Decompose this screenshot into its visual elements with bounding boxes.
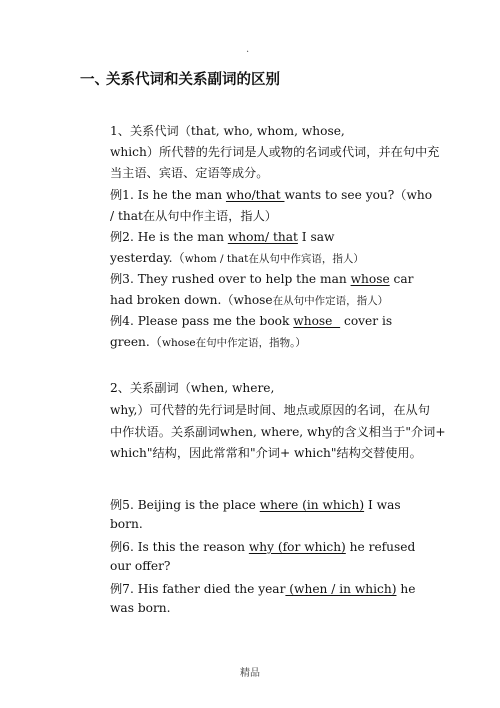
example-7-line-1: [110, 580, 415, 597]
header-dot: .: [246, 44, 250, 55]
ex4-l2b: whose在句中作定语，指物。）: [161, 337, 306, 349]
ex6-text-a: 例6. Is this the reason: [110, 540, 249, 554]
ex3-text-b: car: [389, 272, 414, 286]
ex5-underlined: where (in which): [259, 498, 365, 512]
example-4-line-2: [110, 333, 306, 350]
ex3-l2b: 在从句中作定语，指人）: [272, 295, 389, 307]
example-1-line-1: [110, 186, 432, 203]
example-5-line-2: born.: [110, 517, 143, 531]
ex5-text-b: I was: [364, 498, 401, 512]
ex1-underlined: who/that: [225, 188, 285, 202]
s1-line-1: 1、关系代词（that, who, whom, whose,: [110, 124, 345, 138]
example-1-line-2: / that在从句中作主语，指人）: [110, 209, 277, 223]
ex2-l2a: yesterday.（: [110, 251, 185, 265]
example-6-line-2: our offer?: [110, 559, 171, 573]
heading-text: 关系代词和关系副词的区别: [106, 72, 280, 88]
ex4-underlined: whose: [293, 314, 341, 328]
ex4-text-a: 例4. Please pass me the book: [110, 314, 294, 328]
example-6-line-1: [110, 538, 415, 555]
ex3-text-a: 例3. They rushed over to help the man: [110, 272, 351, 286]
ex1-text-a: 例1. Is he the man: [110, 188, 226, 202]
ex7-text-a: 例7. His father died the year: [110, 582, 286, 596]
ex2-l2b: whom / that在从句中作宾语，指人）: [184, 253, 364, 265]
ex6-underlined: why (for which): [248, 540, 346, 554]
s1-line-3: 当主语、宾语、定语等成分。: [110, 166, 269, 180]
example-3-line-2: [110, 291, 388, 308]
ex7-text-b: he: [396, 582, 416, 596]
ex2-underlined: whom/ that: [227, 230, 298, 244]
ex5-text-a: 例5. Beijing is the place: [110, 498, 260, 512]
s2-line-4: which"结构，因此常常和"介词+ which"结构交替使用。: [110, 446, 422, 460]
example-4-line-1: [110, 312, 392, 329]
example-2-line-2: [110, 249, 364, 266]
heading-number: 一、: [80, 72, 109, 88]
ex3-underlined: whose: [350, 272, 390, 286]
ex2-text-a: 例2. He is the man: [110, 230, 228, 244]
ex3-l2a: had broken down.（whose: [110, 293, 273, 307]
ex6-text-b: he refused: [345, 540, 416, 554]
s2-line-1: 2、关系副词（when, where,: [110, 381, 275, 395]
ex7-underlined: (when / in which): [285, 582, 397, 596]
ex1-text-b: wants to see you?（who: [284, 188, 433, 202]
section-heading: [80, 68, 280, 89]
example-7-line-2: was born.: [110, 601, 171, 615]
ex4-text-b: cover is: [340, 314, 393, 328]
ex4-l2a: green.（: [110, 335, 162, 349]
ex2-text-b: I saw: [297, 230, 335, 244]
s2-line-3: 中作状语。关系副词when, where, why的含义相当于"介词+: [110, 425, 446, 439]
example-2-line-1: [110, 228, 334, 245]
s2-line-2: why,）可代替的先行词是时间、地点或原因的名词，在从句: [110, 403, 430, 417]
s1-line-2: which）所代替的先行词是人或物的名词或代词，并在句中充: [110, 145, 440, 159]
example-5-line-1: [110, 496, 401, 513]
page-footer: 精品: [240, 668, 260, 679]
example-3-line-1: [110, 270, 413, 287]
